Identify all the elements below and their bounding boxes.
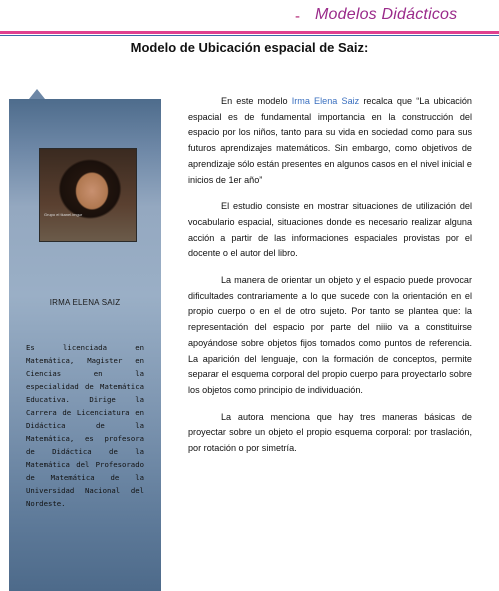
photo-caption: Grupo el tkanel.imgur [44,212,83,217]
header-title: Modelos Didácticos [315,6,458,23]
paragraph-1-intro: En este modelo [221,96,292,106]
paragraph-3: La manera de orientar un objeto y el espacio puede provocar dificultades contrariamente a lo que sucede con la orientación en el propio cuerpo o en el de otro sujeto. Por tanto se plantea que: la representación del espacio por parte del niiio va a constituirse apoyándose sobre objetos fijos tomados como puntos de referencia. La aparición del lenguaje, con la formación de conceptos, permite separar el esquema corporal del propio cuerpo para proyectarlo sobre los objetos como principio de individuación. [188,275,472,395]
paragraph-2: El estudio consiste en mostrar situaciones de utilización del vocabulario espacial, situaciones donde es necesario realizar alguna acción a partir de las informaciones espaciales provistas por el docente o el autor del libro. [188,201,472,259]
author-photo [39,148,137,242]
author-name-highlight: Irma Elena Saiz [291,96,360,106]
author-sidebar [9,99,161,591]
sidebar-arrow-icon [29,89,45,99]
paragraph-1 [188,94,472,188]
document-title: Modelo de Ubicación espacial de Saiz: [130,40,369,55]
page-header [0,0,499,33]
article-body [188,94,472,468]
author-bio: Es licenciada en Matemática, Magister en Ciencias en la especialidad de Matemática Educativa. Dirige la Carrera de Licenciatura en Didáctica de la Matemática, es profesora de Didáctica de la Matemática del Profesorado de Matemática de la Universidad Nacional del Nordeste. [26,343,144,508]
paragraph-1-quote: recalca que “La ubicación espacial es de fundamental importancia en la construcción del espacio por los niños, tanto para su vida en sociedad como para sus futuros aprendizajes matemáticos. Sin embargo, como objetivos de aprendizaje sólo están presentes en algunos casos en el nivel inicial e inicios de 1er año” [188,96,472,185]
header-dash: - [295,8,300,25]
author-name: IRMA ELENA SAIZ [49,298,121,307]
header-rule-blue [0,35,499,36]
paragraph-4: La autora menciona que hay tres maneras básicas de proyectar sobre un objeto el propio esquema corporal: por traslación, por rotación o por simetría. [188,411,472,454]
header-rule-pink [0,31,499,34]
